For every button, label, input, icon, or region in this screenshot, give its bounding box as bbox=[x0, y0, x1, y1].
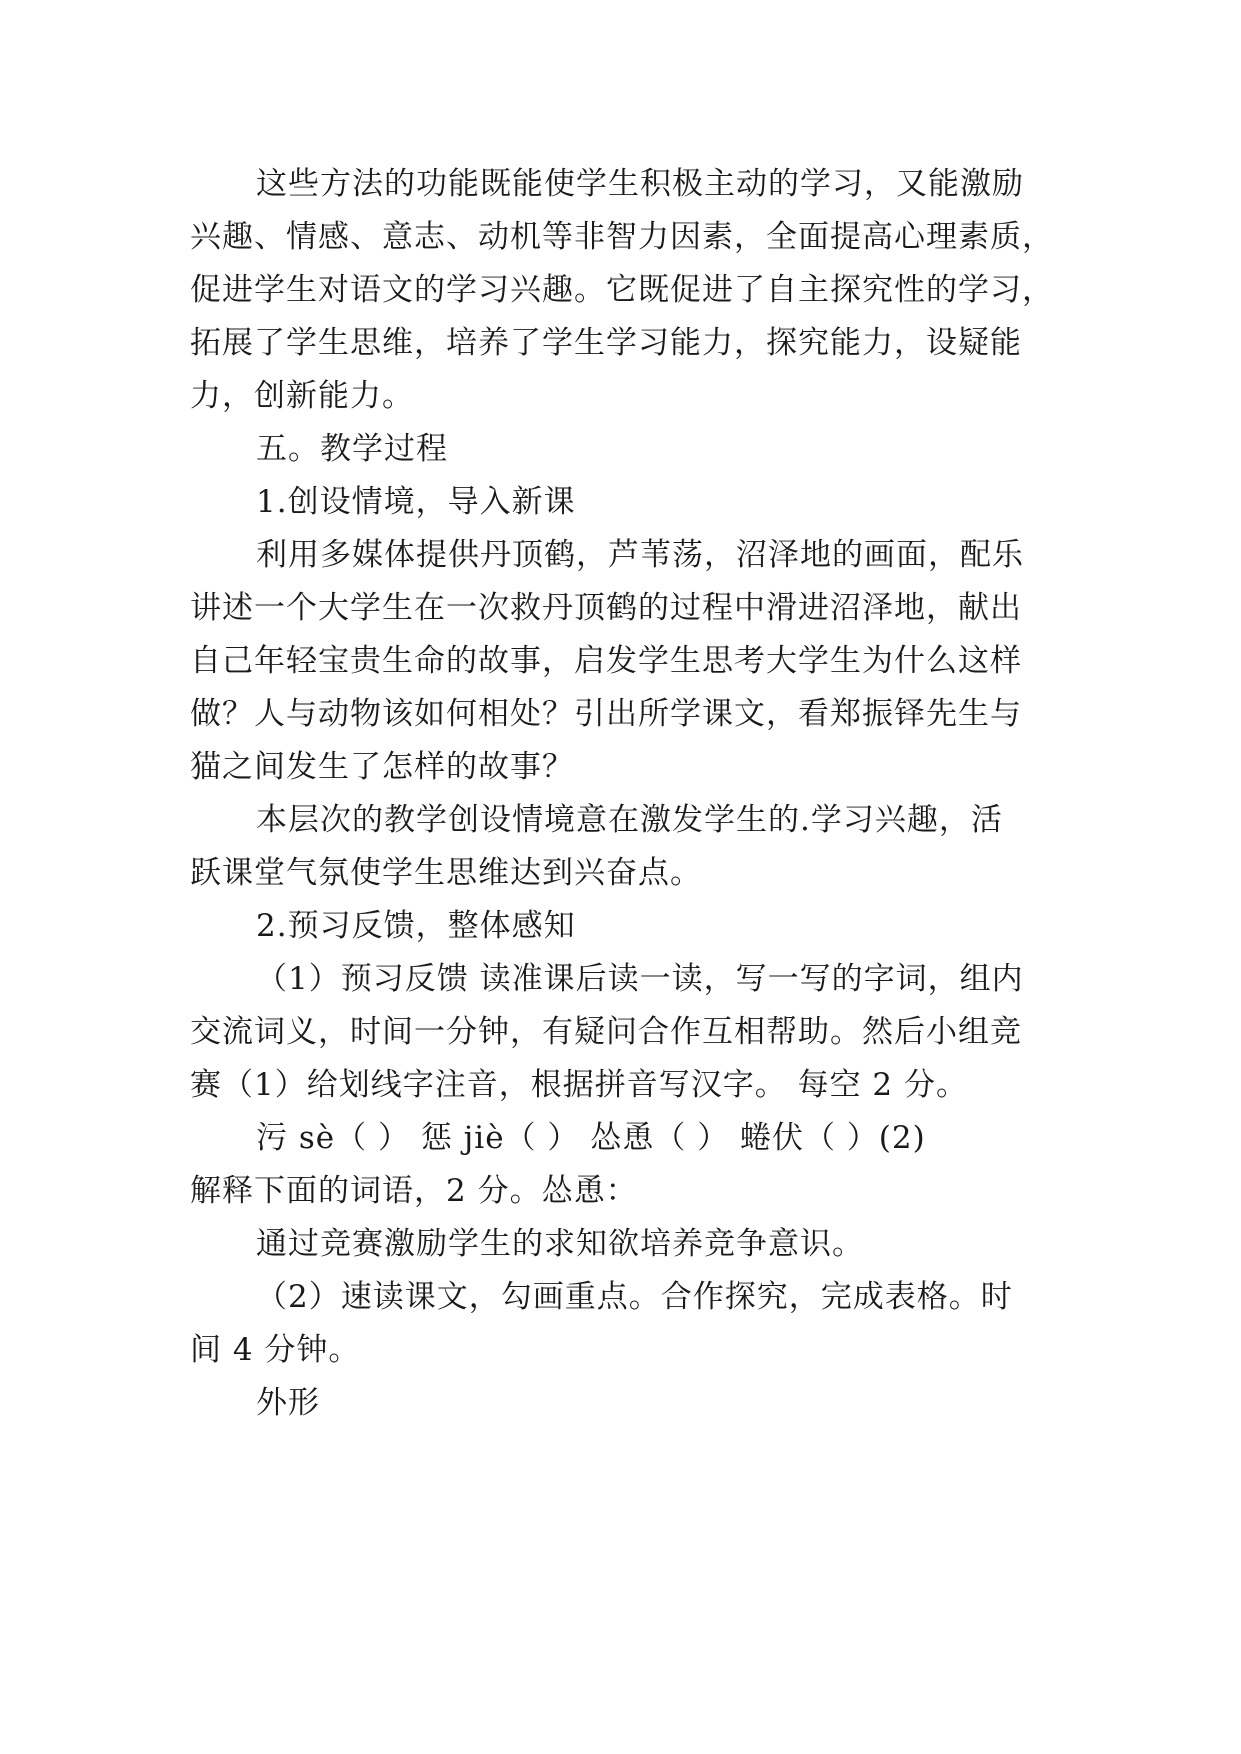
paragraph-line: 促进学生对语文的学习兴趣。它既促进了自主探究性的学习， bbox=[190, 272, 1054, 308]
section-heading: 五。教学过程 bbox=[256, 431, 448, 467]
subsection-heading: 1.创设情境，导入新课 bbox=[256, 484, 576, 520]
subsection-heading: 2.预习反馈，整体感知 bbox=[256, 908, 576, 944]
paragraph-line: 讲述一个大学生在一次救丹顶鹤的过程中滑进沼泽地，献出 bbox=[190, 590, 1022, 626]
paragraph-line: 赛（1）给划线字注音，根据拼音写汉字。 每空 2 分。 bbox=[190, 1067, 969, 1103]
paragraph-line: （1）预习反馈 读准课后读一读，写一写的字词，组内 bbox=[256, 961, 1024, 997]
paragraph-line: 解释下面的词语，2 分。怂恿： bbox=[190, 1173, 638, 1209]
paragraph-line: 外形 bbox=[256, 1385, 320, 1421]
paragraph-line: （2）速读课文，勾画重点。合作探究，完成表格。时 bbox=[256, 1279, 1013, 1315]
paragraph-line: 通过竞赛激励学生的求知欲培养竞争意识。 bbox=[256, 1226, 864, 1262]
paragraph-line: 交流词义，时间一分钟，有疑问合作互相帮助。然后小组竞 bbox=[190, 1014, 1022, 1050]
paragraph-line: 间 4 分钟。 bbox=[190, 1332, 361, 1368]
paragraph-line: 做？人与动物该如何相处？引出所学课文，看郑振铎先生与 bbox=[190, 696, 1022, 732]
paragraph-line: 自己年轻宝贵生命的故事，启发学生思考大学生为什么这样 bbox=[190, 643, 1022, 679]
paragraph-line: 拓展了学生思维，培养了学生学习能力，探究能力，设疑能 bbox=[190, 325, 1022, 361]
paragraph-line: 这些方法的功能既能使学生积极主动的学习，又能激励 bbox=[256, 166, 1024, 202]
paragraph-line: 兴趣、情感、意志、动机等非智力因素，全面提高心理素质， bbox=[190, 219, 1054, 255]
exercise-line: 污 sè（ ） 惩 jiè（ ） 怂恿（ ） 蜷伏（ ）(2) bbox=[256, 1120, 926, 1156]
paragraph-line: 利用多媒体提供丹顶鹤，芦苇荡，沼泽地的画面，配乐 bbox=[256, 537, 1024, 573]
paragraph-line: 本层次的教学创设情境意在激发学生的.学习兴趣，活 bbox=[256, 802, 1003, 838]
paragraph-line: 跃课堂气氛使学生思维达到兴奋点。 bbox=[190, 855, 702, 891]
paragraph-line: 力，创新能力。 bbox=[190, 378, 414, 414]
paragraph-line: 猫之间发生了怎样的故事？ bbox=[190, 749, 574, 785]
